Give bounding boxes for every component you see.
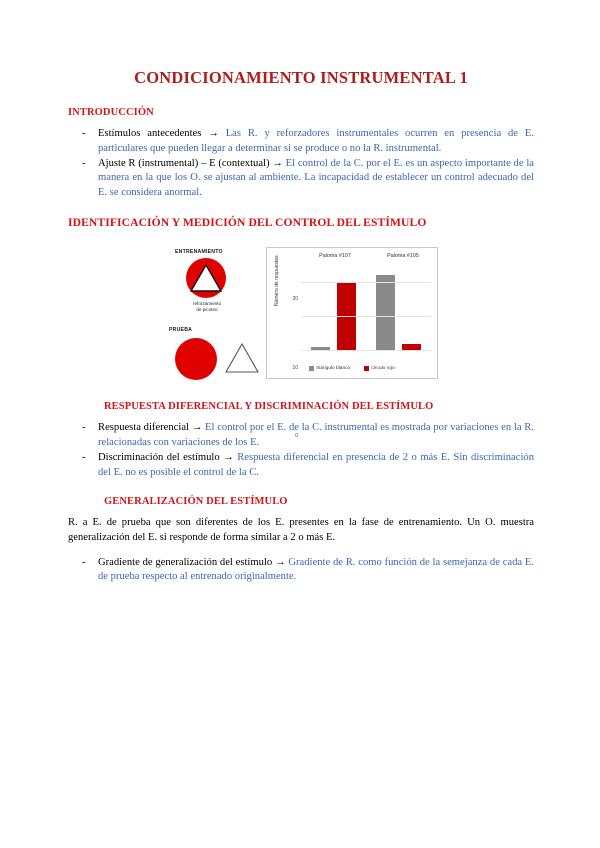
- heading-generalizacion: GENERALIZACIÓN DEL ESTÍMULO: [104, 496, 288, 508]
- test-white-triangle-icon: [225, 342, 259, 374]
- training-white-triangle-icon: [190, 263, 222, 293]
- figure-diagram: [168, 249, 264, 379]
- arrow-glyph-icon: →: [274, 556, 286, 568]
- bullet-definition: Las R. y reforzadores instrumentales ocurren en presencia de E. particulares que pueden llegar a determinar si se produce o no la R. instrumental.: [98, 128, 534, 154]
- chart-gridline: [292, 282, 431, 302]
- training-caption: [178, 301, 236, 313]
- chart-legend: [267, 366, 437, 371]
- legend-swatch-icon: [364, 366, 369, 371]
- test-red-circle-icon: [175, 338, 217, 380]
- list-item: [68, 157, 534, 201]
- arrow-glyph-icon: →: [191, 422, 203, 434]
- bullet-definition: Respuesta diferencial en presencia de 2 o más E. Sin discriminación del E. no es posible el control de la C.: [98, 452, 534, 478]
- legend-swatch-icon: [309, 366, 314, 371]
- heading-introduccion: INTRODUCCIÓN: [68, 107, 154, 118]
- chart-bar-triangulo-blanco: [376, 275, 395, 351]
- training-caption-line2: de picoteo: [196, 307, 218, 313]
- bullet-term: Estímulos antecedentes: [98, 128, 202, 139]
- bullet-term: Ajuste R (instrumental) – E (contextual): [98, 157, 270, 169]
- chart-bar-circulo-rojo: [402, 344, 421, 351]
- arrow-glyph-icon: →: [223, 452, 234, 464]
- page-title: CONDICIONAMIENTO INSTRUMENTAL 1: [134, 68, 468, 87]
- chart-y-tick-label: 10: [292, 364, 298, 371]
- diagram-training-label: ENTRENAMIENTO: [175, 249, 223, 256]
- bullet-term: Respuesta diferencial: [98, 422, 189, 434]
- list-item: [68, 556, 534, 585]
- list-respuesta-diferencial: [68, 421, 534, 480]
- chart-panel-title: Paloma #107: [319, 253, 351, 260]
- legend-label: triángulo blanco: [316, 366, 351, 372]
- chart-bar-group: [366, 264, 431, 350]
- chart-y-axis-label: Número de respuestas: [274, 255, 280, 307]
- list-item: [68, 451, 534, 480]
- legend-label: círculo rojo: [371, 366, 395, 372]
- bullet-definition: El control por el E. de la C. instrumental es mostrada por variaciones en la R. relacionadas con variaciones de los E.: [98, 422, 534, 449]
- chart-y-tick-label: 20: [292, 295, 298, 302]
- bullet-term: Gradiente de generalización del estímulo: [98, 556, 273, 568]
- paragraph-generalizacion: R. a E. de prueba que son diferentes de los E. presentes en la fase de entrenamiento. Un O. muestra generalización del E. si responde de forma similar a 2 o más E.: [68, 517, 534, 543]
- heading-identificacion: IDENTIFICACIÓN Y MEDICIÓN DEL CONTROL DEL ESTÍMULO: [68, 216, 427, 230]
- bullet-definition: El control de la C. por el E. es un aspecto importante de la manera en la que los O. se ajustan al ambiente. La incapacidad de establecer un control adecuado del E. se considera anormal.: [98, 157, 534, 198]
- chart-y-tick-label: 0: [295, 433, 298, 440]
- list-introduccion: [68, 127, 534, 200]
- chart-panel-titles: [267, 253, 437, 259]
- list-generalizacion: [68, 556, 534, 585]
- bullet-term: Discriminación del estímulo: [98, 452, 220, 464]
- diagram-test-label: PRUEBA: [169, 327, 193, 334]
- training-caption-line1: reforzamiento: [192, 301, 222, 307]
- chart-bars: [301, 264, 431, 350]
- arrow-glyph-icon: →: [208, 128, 219, 139]
- bullet-definition: Gradiente de R. como función de la semejanza de cada E. de prueba respecto al entrenado originalmente.: [98, 556, 535, 583]
- chart-bar-group: [301, 264, 366, 350]
- list-item: [68, 127, 534, 156]
- arrow-glyph-icon: →: [272, 157, 283, 169]
- chart-panel-title: Paloma #105: [387, 253, 419, 260]
- document-content: [68, 68, 534, 585]
- legend-item: [364, 366, 394, 371]
- heading-respuesta-diferencial: RESPUESTA DIFERENCIAL Y DISCRIMINACIÓN DEL ESTÍMULO: [104, 401, 434, 413]
- legend-item: [309, 366, 350, 371]
- list-item: [68, 421, 534, 450]
